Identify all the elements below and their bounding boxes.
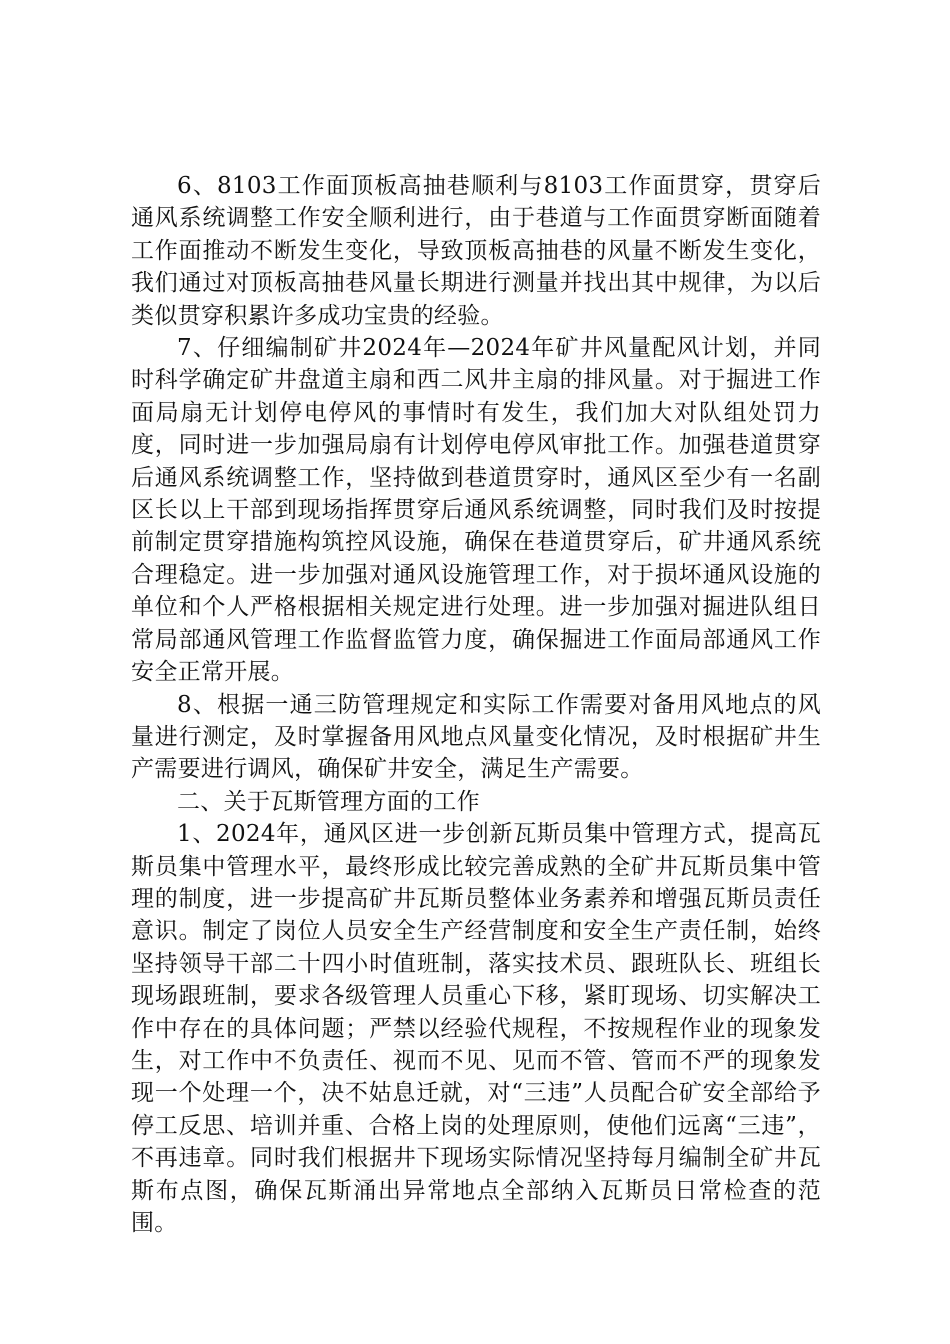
document-body — [131, 170, 821, 1239]
paragraph-air-volume-plan: 7、仔细编制矿井2024年—2024年矿井风量配风计划，并同时科学确定矿井盘道主扇和西二风井主扇的排风量。对于掘进工作面局扇无计划停电停风的事情时有发生，我们加大对队组处罚力度，同时进一步加强局扇有计划停电停风审批工作。加强巷道贯穿后通风系统调整工作，坚持做到巷道贯穿时，通风区至少有一名副区长以上干部到现场指挥贯穿后通风系统调整，同时我们及时按提前制定贯穿措施构筑控风设施，确保在巷道贯穿后，矿井通风系统合理稳定。进一步加强对通风设施管理工作，对于损坏通风设施的单位和个人严格根据相关规定进行处理。进一步加强对掘进队组日常局部通风管理工作监督监管力度，确保掘进工作面局部通风工作安全正常开展。 — [131, 335, 821, 686]
paragraph-standby-air-points: 8、根据一通三防管理规定和实际工作需要对备用风地点的风量进行测定，及时掌握备用风地点风量变化情况，及时根据矿井生产需要进行调风，确保矿井安全，满足生产需要。 — [131, 691, 821, 783]
section-heading-gas-management: 二、关于瓦斯管理方面的工作 — [177, 788, 480, 815]
paragraph-ventilation-8103: 6、8103工作面顶板高抽巷顺利与8103工作面贯穿，贯穿后通风系统调整工作安全顺利进行，由于巷道与工作面贯穿断面随着工作面推动不断发生变化，导致顶板高抽巷的风量不断发生变化，我们通过对顶板高抽巷风量长期进行测量并找出其中规律，为以后类似贯穿积累许多成功宝贵的经验。 — [131, 173, 821, 329]
paragraph-gas-inspector-management: 1、2024年，通风区进一步创新瓦斯员集中管理方式，提高瓦斯员集中管理水平，最终形成比较完善成熟的全矿井瓦斯员集中管理的制度，进一步提高矿井瓦斯员整体业务素养和增强瓦斯员责任意识。制定了岗位人员安全生产经营制度和安全生产责任制，始终坚持领导干部二十四小时值班制，落实技术员、跟班队长、班组长现场跟班制，要求各级管理人员重心下移，紧盯现场、切实解决工作中存在的具体问题；严禁以经验代规程，不按规程作业的现象发生，对工作中不负责任、视而不见、见而不管、管而不严的现象发现一个处理一个，决不姑息迁就，对“三违”人员配合矿安全部给予停工反思、培训并重、合格上岗的处理原则，使他们远离“三违”，不再违章。同时我们根据井下现场实际情况坚持每月编制全矿井瓦斯布点图，确保瓦斯涌出异常地点全部纳入瓦斯员日常检查的范围。 — [131, 821, 821, 1236]
